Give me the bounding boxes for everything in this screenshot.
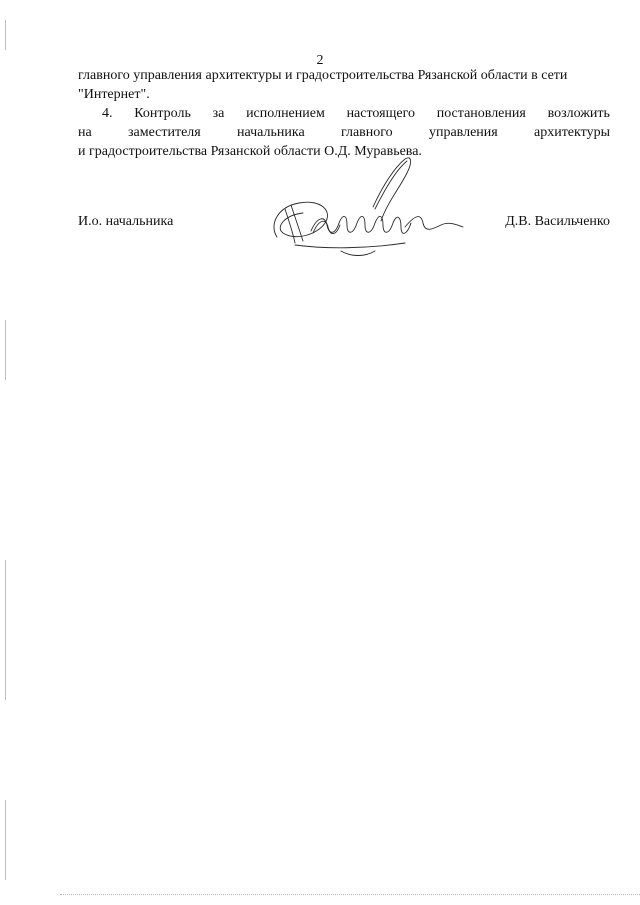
word: за bbox=[212, 106, 225, 121]
paragraph-4-line-2 bbox=[78, 123, 610, 142]
scan-artifact bbox=[5, 800, 6, 880]
word: постановления bbox=[436, 106, 526, 121]
word: Контроль bbox=[134, 106, 191, 121]
scan-artifact bbox=[5, 20, 6, 50]
word: исполнением bbox=[246, 106, 325, 121]
word: заместителя bbox=[127, 125, 201, 140]
paragraph-4-line-1 bbox=[78, 104, 610, 123]
word: управления bbox=[428, 125, 498, 140]
scan-edge-line bbox=[60, 894, 640, 895]
word: 4. bbox=[102, 106, 113, 121]
paragraph-4-line-3: и градостроительства Рязанской области О.Д. Муравьева. bbox=[78, 144, 422, 159]
handwritten-signature bbox=[255, 145, 470, 260]
paragraph-continued bbox=[78, 66, 610, 104]
scan-artifact bbox=[5, 560, 6, 700]
signatory-title: И.о. начальника bbox=[78, 214, 174, 229]
page-number: 2 bbox=[316, 53, 324, 68]
word: начальника bbox=[237, 125, 305, 140]
paragraph-continued-line-2: "Интернет". bbox=[78, 87, 150, 102]
paragraph-continued-line-1: главного управления архитектуры и градостроительства Рязанской области в сети bbox=[78, 68, 568, 83]
word: архитектуры bbox=[533, 125, 610, 140]
signatory-name: Д.В. Васильченко bbox=[505, 214, 610, 229]
word: главного bbox=[340, 125, 393, 140]
word: настоящего bbox=[346, 106, 415, 121]
word: возложить bbox=[547, 106, 610, 121]
scan-artifact bbox=[5, 320, 6, 380]
word: на bbox=[78, 125, 92, 140]
